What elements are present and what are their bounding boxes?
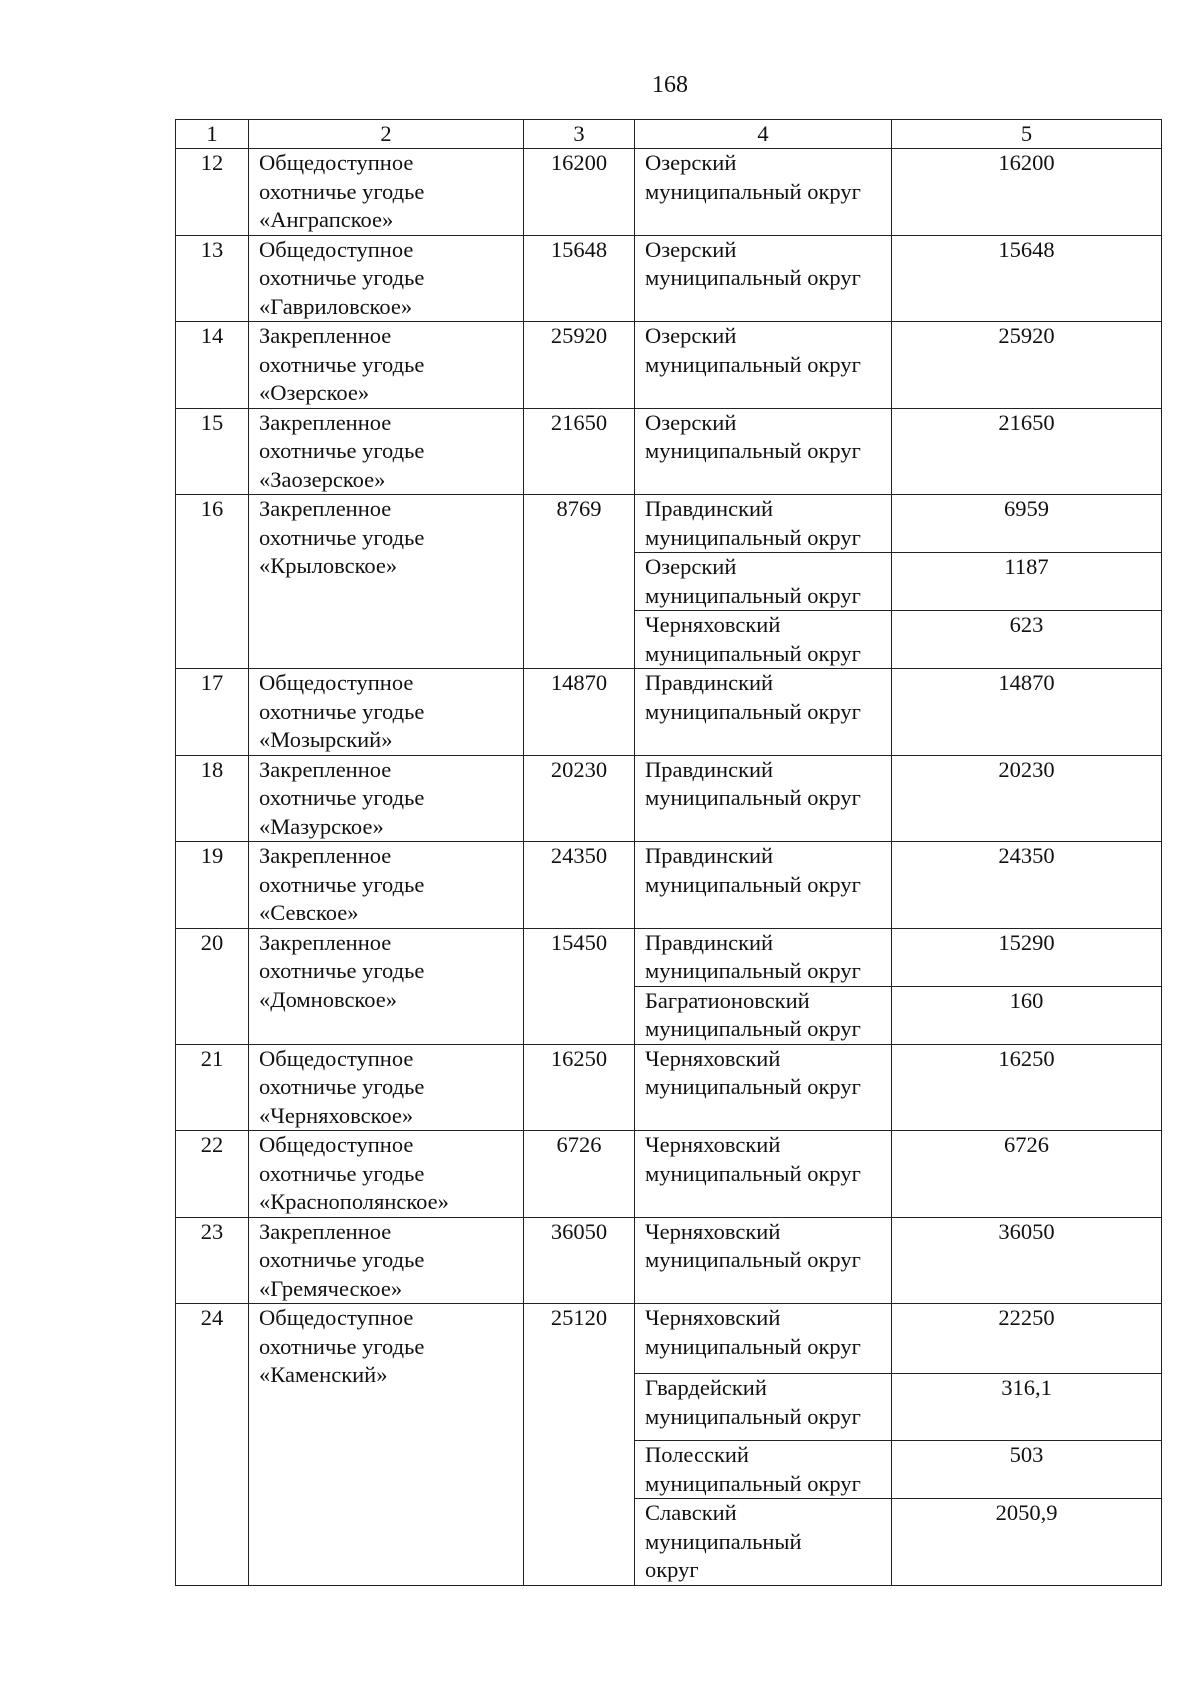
district-area-cell: 623 bbox=[892, 611, 1162, 669]
district-cell bbox=[635, 928, 892, 986]
row-number-cell: 24 bbox=[176, 1304, 249, 1586]
district-cell bbox=[635, 1304, 892, 1374]
total-area-cell: 16200 bbox=[524, 149, 635, 236]
ground-name-cell bbox=[249, 928, 524, 1044]
ground-name-cell bbox=[249, 1044, 524, 1131]
district-cell bbox=[635, 1499, 892, 1586]
district-cell bbox=[635, 495, 892, 553]
district-cell bbox=[635, 1441, 892, 1499]
district-name-text: Озерский муниципальный округ bbox=[645, 236, 861, 290]
district-name-text: Славский муниципальный округ bbox=[645, 1500, 802, 1582]
row-number-cell: 19 bbox=[176, 842, 249, 929]
district-area-cell: 20230 bbox=[892, 755, 1162, 842]
ground-name-cell bbox=[249, 235, 524, 322]
total-area-cell: 24350 bbox=[524, 842, 635, 929]
ground-name-text: Общедоступное охотничье угодье «Краснополянское» bbox=[259, 1132, 449, 1214]
district-area-cell: 16250 bbox=[892, 1044, 1162, 1131]
row-number-cell: 18 bbox=[176, 755, 249, 842]
district-area-cell: 6959 bbox=[892, 495, 1162, 553]
row-number-cell: 20 bbox=[176, 928, 249, 1044]
district-area-cell: 2050,9 bbox=[892, 1499, 1162, 1586]
district-cell bbox=[635, 755, 892, 842]
total-area-cell: 20230 bbox=[524, 755, 635, 842]
header-cell: 1 bbox=[176, 120, 249, 149]
district-name-text: Правдинский муниципальный округ bbox=[645, 843, 861, 897]
district-name-text: Черняховский муниципальный округ bbox=[645, 1132, 861, 1186]
district-name-text: Правдинский муниципальный округ bbox=[645, 756, 861, 810]
header-cell: 2 bbox=[249, 120, 524, 149]
table-row bbox=[176, 1217, 1162, 1304]
district-cell bbox=[635, 1131, 892, 1218]
district-cell bbox=[635, 1374, 892, 1441]
district-name-text: Черняховский муниципальный округ bbox=[645, 1218, 861, 1272]
table-row bbox=[176, 1304, 1162, 1374]
row-number-cell: 22 bbox=[176, 1131, 249, 1218]
district-area-cell: 21650 bbox=[892, 408, 1162, 495]
district-name-text: Озерский муниципальный округ bbox=[645, 150, 861, 204]
district-name-text: Озерский муниципальный округ bbox=[645, 554, 861, 608]
ground-name-cell bbox=[249, 1131, 524, 1218]
ground-name-cell bbox=[249, 408, 524, 495]
table-row bbox=[176, 1044, 1162, 1131]
total-area-cell: 25920 bbox=[524, 322, 635, 409]
district-name-text: Гвардейский муниципальный округ bbox=[645, 1375, 861, 1429]
table-row bbox=[176, 669, 1162, 756]
ground-name-text: Общедоступное охотничье угодье «Анграпское» bbox=[259, 150, 425, 232]
district-name-text: Багратионовский муниципальный округ bbox=[645, 987, 861, 1041]
total-area-cell: 15450 bbox=[524, 928, 635, 1044]
district-name-text: Правдинский муниципальный округ bbox=[645, 670, 861, 724]
district-name-text: Озерский муниципальный округ bbox=[645, 323, 861, 377]
row-number-cell: 13 bbox=[176, 235, 249, 322]
table-row bbox=[176, 495, 1162, 553]
ground-name-text: Закрепленное охотничье угодье «Озерское» bbox=[259, 323, 425, 405]
district-area-cell: 25920 bbox=[892, 322, 1162, 409]
district-area-cell: 15648 bbox=[892, 235, 1162, 322]
ground-name-cell bbox=[249, 669, 524, 756]
ground-name-cell bbox=[249, 842, 524, 929]
header-cell: 3 bbox=[524, 120, 635, 149]
district-cell bbox=[635, 986, 892, 1044]
ground-name-text: Закрепленное охотничье угодье «Крыловское» bbox=[259, 496, 425, 578]
row-number-cell: 16 bbox=[176, 495, 249, 669]
ground-name-text: Закрепленное охотничье угодье «Заозерское» bbox=[259, 409, 425, 492]
district-area-cell: 14870 bbox=[892, 669, 1162, 756]
district-cell bbox=[635, 553, 892, 611]
header-cell: 4 bbox=[635, 120, 892, 149]
row-number-cell: 21 bbox=[176, 1044, 249, 1131]
row-number-cell: 14 bbox=[176, 322, 249, 409]
row-number-cell: 12 bbox=[176, 149, 249, 236]
page-number: 168 bbox=[652, 72, 688, 98]
ground-name-text: Закрепленное охотничье угодье «Мазурское» bbox=[259, 756, 425, 839]
ground-name-text: Общедоступное охотничье угодье «Гавриловское» bbox=[259, 236, 425, 319]
district-cell bbox=[635, 235, 892, 322]
total-area-cell: 16250 bbox=[524, 1044, 635, 1131]
district-area-cell: 16200 bbox=[892, 149, 1162, 236]
table-row bbox=[176, 235, 1162, 322]
district-name-text: Правдинский муниципальный округ bbox=[645, 496, 861, 550]
total-area-cell: 15648 bbox=[524, 235, 635, 322]
district-name-text: Правдинский муниципальный округ bbox=[645, 929, 861, 983]
ground-name-text: Закрепленное охотничье угодье «Гремяческое» bbox=[259, 1218, 425, 1301]
district-cell bbox=[635, 842, 892, 929]
total-area-cell: 14870 bbox=[524, 669, 635, 756]
table-row bbox=[176, 1131, 1162, 1218]
district-cell bbox=[635, 611, 892, 669]
row-number-cell: 23 bbox=[176, 1217, 249, 1304]
district-area-cell: 160 bbox=[892, 986, 1162, 1044]
district-cell bbox=[635, 149, 892, 236]
district-area-cell: 36050 bbox=[892, 1217, 1162, 1304]
district-area-cell: 1187 bbox=[892, 553, 1162, 611]
ground-name-text: Закрепленное охотничье угодье «Домновское» bbox=[259, 929, 425, 1012]
total-area-cell: 8769 bbox=[524, 495, 635, 669]
table-row bbox=[176, 322, 1162, 409]
total-area-cell: 25120 bbox=[524, 1304, 635, 1586]
district-name-text: Полесский муниципальный округ bbox=[645, 1442, 861, 1496]
district-cell bbox=[635, 1044, 892, 1131]
row-number-cell: 17 bbox=[176, 669, 249, 756]
district-cell bbox=[635, 1217, 892, 1304]
ground-name-text: Общедоступное охотничье угодье «Каменский» bbox=[259, 1305, 425, 1387]
district-area-cell: 22250 bbox=[892, 1304, 1162, 1374]
total-area-cell: 6726 bbox=[524, 1131, 635, 1218]
table-row bbox=[176, 408, 1162, 495]
ground-name-text: Закрепленное охотничье угодье «Севское» bbox=[259, 843, 425, 925]
ground-name-cell bbox=[249, 322, 524, 409]
district-cell bbox=[635, 322, 892, 409]
table-row bbox=[176, 842, 1162, 929]
district-area-cell: 6726 bbox=[892, 1131, 1162, 1218]
ground-name-text: Общедоступное охотничье угодье «Мозырский» bbox=[259, 670, 425, 752]
district-cell bbox=[635, 408, 892, 495]
ground-name-cell bbox=[249, 1217, 524, 1304]
district-area-cell: 503 bbox=[892, 1441, 1162, 1499]
ground-name-cell bbox=[249, 149, 524, 236]
ground-name-text: Общедоступное охотничье угодье «Черняховское» bbox=[259, 1045, 425, 1128]
district-name-text: Черняховский муниципальный округ bbox=[645, 1045, 861, 1099]
header-cell: 5 bbox=[892, 120, 1162, 149]
ground-name-cell bbox=[249, 1304, 524, 1586]
district-area-cell: 24350 bbox=[892, 842, 1162, 929]
row-number-cell: 15 bbox=[176, 408, 249, 495]
ground-name-cell bbox=[249, 495, 524, 669]
table-row bbox=[176, 755, 1162, 842]
hunting-grounds-table bbox=[175, 119, 1162, 1586]
district-cell bbox=[635, 669, 892, 756]
total-area-cell: 21650 bbox=[524, 408, 635, 495]
ground-name-cell bbox=[249, 755, 524, 842]
district-area-cell: 316,1 bbox=[892, 1374, 1162, 1441]
district-name-text: Черняховский муниципальный округ bbox=[645, 1305, 861, 1359]
total-area-cell: 36050 bbox=[524, 1217, 635, 1304]
table-row bbox=[176, 149, 1162, 236]
district-name-text: Черняховский муниципальный округ bbox=[645, 612, 861, 666]
table-row bbox=[176, 928, 1162, 986]
table-header-row bbox=[176, 120, 1162, 149]
district-name-text: Озерский муниципальный округ bbox=[645, 409, 861, 463]
district-area-cell: 15290 bbox=[892, 928, 1162, 986]
